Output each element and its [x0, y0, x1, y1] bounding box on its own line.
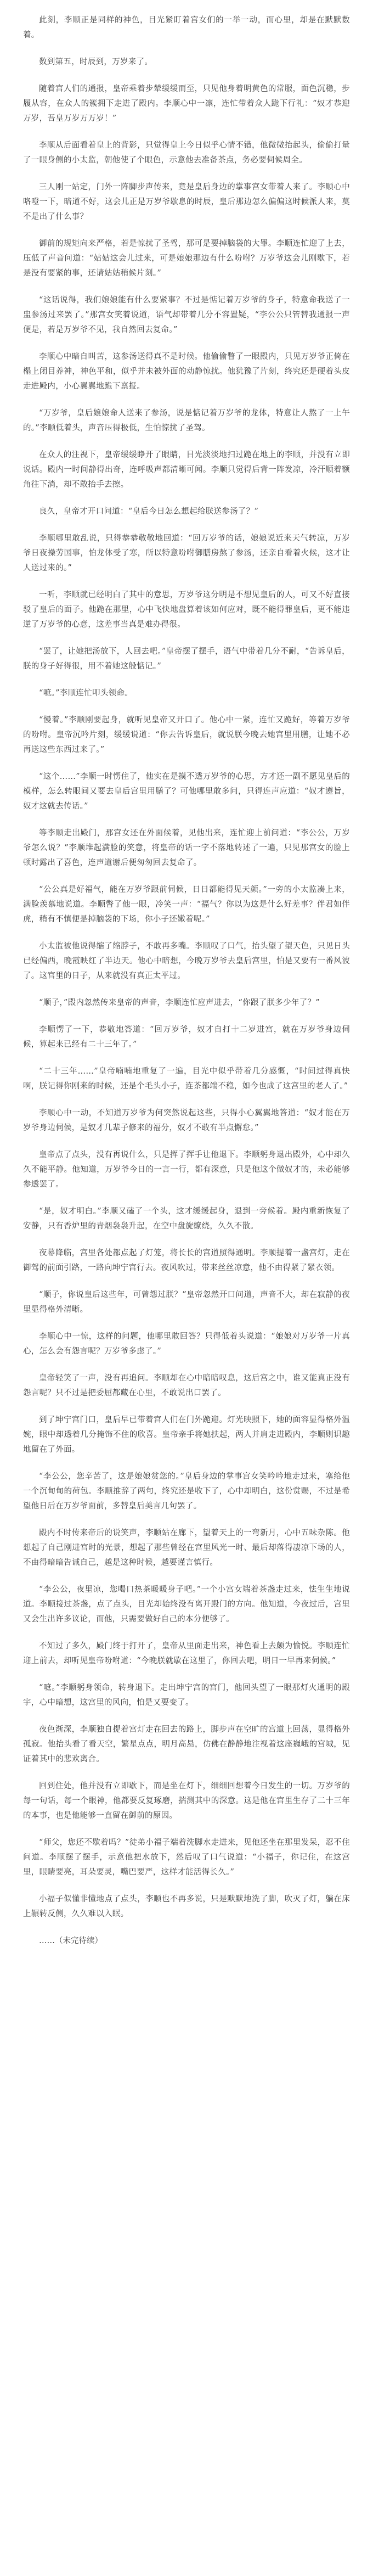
article-paragraph: 夜色渐深，李顺独自提着宫灯走在回去的路上，脚步声在空旷的宫道上回荡，显得格外孤寂。他抬头看了看天空，繁星点点，明月高悬，仿佛在静静地注视着这座巍峨的宫城，见证着其中的悲欢离合。 — [23, 1725, 350, 1764]
article-paragraph: 回到住处，他并没有立即歇下，而是坐在灯下，细细回想着今日发生的一切。万岁爷的每一句话，每一个眼神，他都要反复琢磨，揣测其中的深意。这是他在宫里生存了二十三年的本事，也是他能够一直留在御前的原因。 — [23, 1782, 350, 1820]
article-paragraph: “顺子，”殿内忽然传来皇帝的声音，李顺连忙应声进去，“你跟了朕多少年了？” — [39, 998, 320, 1007]
article-paragraph: “公公真是好福气，能在万岁爷跟前伺候，日日都能得见天颜。”一旁的小太监凑上来，满脸羡慕地说道。李顺瞥了他一眼，冷笑一声：“福气？你以为这是什么好差事？伴君如伴虎，稍有不慎便是掉脑袋的下场，你小子还嫩着呢。” — [23, 885, 350, 924]
article-paragraph: 李顺从后面看着皇上的背影，只觉得皇上今日似乎心情不错，他微微抬起头，偷偷打量了一眼身侧的小太监，朝他使了个眼色，示意他去准备茶点，务必要伺候周全。 — [23, 141, 350, 165]
article-paragraph: 李顺哪里敢乱说，只得恭恭敬敬地回道：“回万岁爷的话，娘娘说近来天气转凉，万岁爷日夜操劳国事，怕龙体受了寒，所以特意吩咐御膳房熬了参汤，还亲自看着火候，这才让人送过来的。” — [23, 534, 350, 573]
article-paragraph: 在众人的注视下，皇帝缓缓睁开了眼睛，目光淡淡地扫过跪在地上的李顺，并没有立即说话。殿内一时间静得出奇，连呼吸声都清晰可闻。李顺只觉得后背一阵发凉，冷汗顺着额角往下淌，却不敢抬手去擦。 — [23, 451, 350, 489]
article-paragraph: “这话说得，我们娘娘能有什么要紧事？不过是惦记着万岁爷的身子，特意命我送了一盅参汤过来罢了。”那宫女笑着说道，语气却带着几分不容置疑，“李公公只管替我通报一声便是，若是万岁爷不见，我自然回去复命。” — [23, 296, 350, 334]
article-paragraph: 李顺心中暗自叫苦，这参汤送得真不是时候。他偷偷瞥了一眼殿内，只见万岁爷正倚在榻上闭目养神，神色平和，似乎并未被外面的动静惊扰。他犹豫了片刻，终究还是硬着头皮走进殿内，小心翼翼地跪下禀报。 — [23, 352, 350, 391]
article-paragraph: 一听，李顺就已经明白了其中的意思，万岁爷这分明是不想见皇后的人，可又不好直接驳了皇后的面子。他跪在那里，心中飞快地盘算着该如何应对，既不能得罪皇后，更不能违逆了万岁爷的心意，这差事当真是难办得很。 — [23, 591, 350, 629]
article-paragraph: 李顺心中一动，不知道万岁爷为何突然说起这些，只得小心翼翼地答道：“奴才能在万岁爷身边伺候，是奴才几辈子修来的福分，奴才不敢有半点懈怠。” — [23, 1109, 350, 1132]
article-paragraph: “嗻。”李顺连忙叩头领命。 — [39, 689, 133, 698]
article-paragraph: “顺子，你说皇后这些年，可曾怨过朕？”皇帝忽然开口问道，声音不大，却在寂静的夜里显得格外清晰。 — [23, 1290, 350, 1314]
article-paragraph: 御前的规矩向来严格，若是惊扰了圣驾，那可是要掉脑袋的大罪。李顺连忙迎了上去，压低了声音问道：“姑姑这会儿过来，可是娘娘那边有什么吩咐？万岁爷这会儿刚歇下，若是没有要紧的事，还请姑姑稍候片刻。” — [23, 239, 350, 278]
article-paragraph: “慢着。”李顺刚要起身，就听见皇帝又开口了。他心中一紧，连忙又跪好，等着万岁爷的吩咐。皇帝沉吟片刻，缓缓说道：“你去告诉皇后，就说朕今晚去她宫里用膳，让她不必再送这些东西过来了。” — [23, 716, 350, 754]
article-paragraph: “这个……”李顺一时愣住了，他实在是摸不透万岁爷的心思，方才还一副不愿见皇后的模样，怎么转眼间又要去皇后宫里用膳了？可他哪里敢多问，只得连声应道：“奴才遵旨，奴才这就去传话。” — [23, 772, 350, 811]
article-paragraph: 小福子似懂非懂地点了点头，李顺也不再多说，只是默默地洗了脚，吹灭了灯，躺在床上辗转反侧，久久难以入眠。 — [23, 1895, 350, 1918]
article-paragraph: 皇帝点了点头，没有再说什么，只是挥了挥手让他退下。李顺躬身退出殿外，心中却久久不能平静。他知道，万岁爷今日的一言一行，都有深意，只是他这个做奴才的，未必能够参透罢了。 — [23, 1150, 350, 1189]
article-paragraph: 三人刚一站定，门外一阵脚步声传来，竟是皇后身边的掌事宫女带着人来了。李顺心中咯噔一下，暗道不好，这会儿正是万岁爷歇息的时辰，皇后那边怎么偏偏这时候派人来，莫不是出了什么事？ — [23, 183, 350, 221]
article-paragraph: “师父，您还不歇着吗？”徒弟小福子端着洗脚水走进来，见他还坐在那里发呆，忍不住问道。李顺摆了摆手，示意他把水放下，然后叹了口气说道：“小福子，你记住，在这宫里，眼睛要亮，耳朵要灵，嘴巴要严，这样才能活得长久。” — [23, 1838, 350, 1877]
article-paragraph: 小太监被他说得缩了缩脖子，不敢再多嘴。李顺叹了口气，抬头望了望天色，只见日头已经偏西，晚霞映红了半边天。他心中暗想，今晚万岁爷去皇后宫里，怕是又要有一番风波了。这宫里的日子，从来就没有真正太平过。 — [23, 942, 350, 980]
article-body — [23, 13, 350, 1957]
article-paragraph: 随着宫人们的通报，皇帝乘着步辇缓缓而至，只见他身着明黄色的常服，面色沉稳，步履从容，在众人的簇拥下走进了殿内。李顺心中一凛，连忙带着众人跪下行礼：“奴才恭迎万岁，吾皇万岁万万岁！” — [23, 85, 350, 123]
article-paragraph: “罢了，让她把汤放下，人回去吧。”皇帝摆了摆手，语气中带着几分不耐，“告诉皇后，朕的身子好得很，用不着她这般惦记。” — [23, 647, 350, 671]
article-paragraph: 此刻，李顺正是同样的神色，目光紧盯着宫女们的一举一动，而心里，却是在默默数着。 — [23, 16, 350, 40]
article-paragraph: 殿内不时传来帝后的说笑声，李顺站在廊下，望着天上的一弯新月，心中五味杂陈。他想起了自己刚进宫时的光景，想起了那些曾经在宫里风光一时、最后却落得凄凉下场的人，不由得暗暗告诫自己，越是这种时候，越要谨言慎行。 — [23, 1529, 350, 1567]
to-be-continued-note: ……（未完待续） — [39, 1937, 103, 1945]
article-paragraph: “万岁爷，皇后娘娘命人送来了参汤，说是惦记着万岁爷的龙体，特意让人熬了一上午的。”李顺低着头，声音压得极低，生怕惊扰了圣驾。 — [23, 409, 350, 433]
article-paragraph: 数到第五，时辰到，万岁来了。 — [39, 58, 153, 66]
article-paragraph: “李公公，您辛苦了，这是娘娘赏您的。”皇后身边的掌事宫女笑吟吟地走过来，塞给他一个沉甸甸的荷包。李顺推辞了两句，终究还是收下了，心中却明白，这份赏赐，不过是希望他日后在万岁爷面前，多替皇后美言几句罢了。 — [23, 1472, 350, 1511]
article-paragraph: “是，奴才明白。”李顺又磕了一个头，这才缓缓起身，退到一旁候着。殿内重新恢复了安静，只有香炉里的青烟袅袅升起，在空中盘旋缭绕，久久不散。 — [23, 1207, 350, 1231]
article-paragraph: 李顺心中一惊，这样的问题，他哪里敢回答？只得低着头说道：“娘娘对万岁爷一片真心，怎么会有怨言呢？万岁爷多虑了。” — [23, 1332, 350, 1356]
article-paragraph: 李顺愣了一下，恭敬地答道：“回万岁爷，奴才自打十二岁进宫，就在万岁爷身边伺候，算起来已经有二十三年了。” — [23, 1025, 350, 1049]
article-paragraph: 等李顺走出殿门，那宫女还在外面候着，见他出来，连忙迎上前问道：“李公公，万岁爷怎么说？”李顺堆起满脸的笑意，将皇帝的话一字不落地转述了一遍，只见那宫女的脸上顿时露出了喜色，连声道谢后便匆匆回去复命了。 — [23, 829, 350, 867]
article-paragraph: 不知过了多久，殿门终于打开了，皇帝从里面走出来，神色看上去颇为愉悦。李顺连忙迎上前去，却听见皇帝吩咐道：“今晚朕就歇在这里了，你回去吧，明日一早再来伺候。” — [23, 1642, 350, 1665]
article-paragraph: 到了坤宁宫门口，皇后早已带着宫人们在门外跪迎。灯光映照下，她的面容显得格外温婉，眼中却透着几分掩饰不住的欣喜。皇帝亲手将她扶起，两人并肩走进殿内，李顺则识趣地留在了外面。 — [23, 1416, 350, 1454]
article-paragraph: 皇帝轻笑了一声，没有再追问。李顺却在心中暗暗叹息，这后宫之中，谁又能真正没有怨言呢？只不过是把委屈都藏在心里，不敢说出口罢了。 — [23, 1374, 350, 1398]
article-paragraph: “嗻。”李顺躬身领命，转身退下。走出坤宁宫的宫门，他回头望了一眼那灯火通明的殿宇，心中暗想，这宫里的风向，怕是又要变了。 — [23, 1683, 350, 1707]
article-paragraph: 夜幕降临，宫里各处都点起了灯笼，将长长的宫道照得通明。李顺提着一盏宫灯，走在御驾的前面引路，一路向坤宁宫行去。夜风吹过，带来丝丝凉意，他不由得紧了紧衣领。 — [23, 1249, 350, 1272]
article-paragraph: 良久，皇帝才开口问道：“皇后今日怎么想起给朕送参汤了？” — [39, 507, 259, 516]
article-paragraph: “二十三年……”皇帝喃喃地重复了一遍，目光中似乎带着几分感慨，“时间过得真快啊，朕记得你刚来的时候，还是个毛头小子，连茶都端不稳，如今也成了这宫里的老人了。” — [23, 1067, 350, 1091]
article-paragraph: “李公公，夜里凉，您喝口热茶暖暖身子吧。”一个小宫女端着茶盏走过来，怯生生地说道。李顺接过茶盏，点了点头，目光却始终没有离开殿门的方向。他知道，今夜过后，宫里又会生出许多议论，而他，只需要做好自己的本分便够了。 — [23, 1585, 350, 1624]
